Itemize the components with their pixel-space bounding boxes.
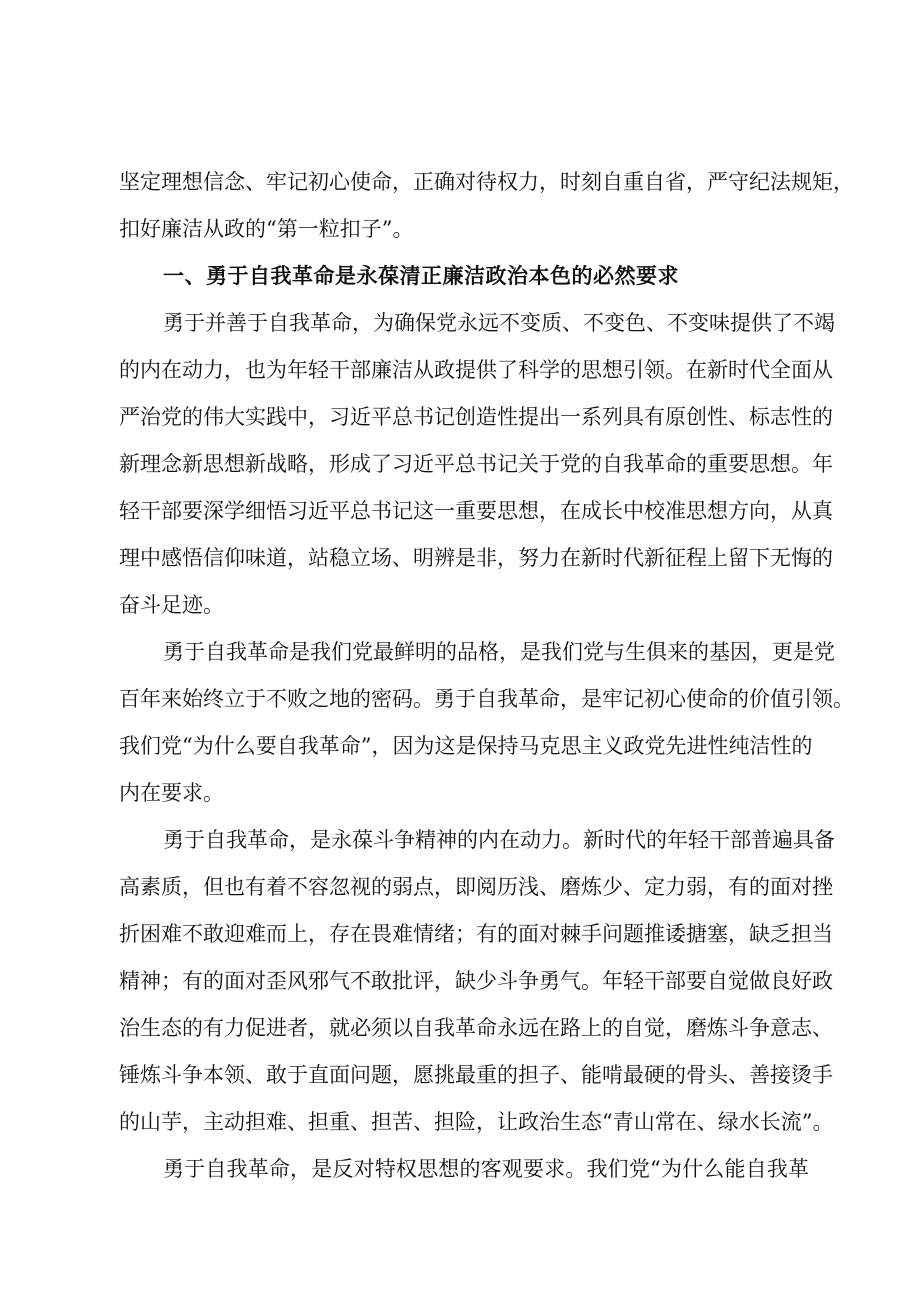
paragraph-line: 坚定理想信念、牢记初心使命，正确对待权力，时刻自重自省，严守纪法规矩， [119, 170, 854, 194]
paragraph-line: 百年来始终立于不败之地的密码。勇于自我革命，是牢记初心使命的价值引领。 [119, 687, 854, 711]
paragraph-line: 严治党的伟大实践中，习近平总书记创造性提出一系列具有原创性、标志性的 [119, 405, 833, 429]
paragraph-line: 精神；有的面对歪风邪气不敢批评，缺少斗争勇气。年轻干部要自觉做良好政 [119, 969, 833, 993]
paragraph-line: 的山芋，主动担难、担重、担苦、担险，让政治生态“青山常在、绿水长流”。 [119, 1110, 834, 1134]
paragraph-line: 勇于自我革命是我们党最鲜明的品格，是我们党与生俱来的基因，更是党 [163, 640, 835, 664]
paragraph-line: 折困难不敢迎难而上，存在畏难情绪；有的面对棘手问题推诿搪塞，缺乏担当 [119, 922, 833, 946]
paragraph-line: 治生态的有力促进者，就必须以自我革命永远在路上的自觉，磨炼斗争意志、 [119, 1016, 833, 1040]
paragraph-line: 锤炼斗争本领、敢于直面问题，愿挑最重的担子、能啃最硬的骨头、善接烫手 [119, 1063, 833, 1087]
paragraph-line: 新理念新思想新战略，形成了习近平总书记关于党的自我革命的重要思想。年 [119, 452, 833, 476]
paragraph-line: 的内在动力，也为年轻干部廉洁从政提供了科学的思想引领。在新时代全面从 [119, 358, 833, 382]
paragraph-line: 勇于自我革命，是永葆斗争精神的内在动力。新时代的年轻干部普遍具备 [163, 828, 835, 852]
paragraph-line: 轻干部要深学细悟习近平总书记这一重要思想，在成长中校准思想方向，从真 [119, 499, 833, 523]
paragraph-line: 我们党“为什么要自我革命”，因为这是保持马克思主义政党先进性纯洁性的 [119, 734, 813, 758]
paragraph-line: 奋斗足迹。 [119, 593, 224, 617]
paragraph-line: 勇于并善于自我革命，为确保党永远不变质、不变色、不变味提供了不竭 [163, 311, 835, 335]
paragraph-line: 扣好廉洁从政的“第一粒扣子”。 [119, 217, 414, 241]
paragraph-line: 理中感悟信仰味道，站稳立场、明辨是非，努力在新时代新征程上留下无悔的 [119, 546, 833, 570]
paragraph-line: 高素质，但也有着不容忽视的弱点，即阅历浅、磨炼少、定力弱，有的面对挫 [119, 875, 833, 899]
paragraph-line: 内在要求。 [119, 781, 224, 805]
paragraph-line: 勇于自我革命，是反对特权思想的客观要求。我们党“为什么能自我革 [163, 1157, 809, 1181]
section-heading: 一、勇于自我革命是永葆清正廉洁政治本色的必然要求 [163, 264, 679, 288]
